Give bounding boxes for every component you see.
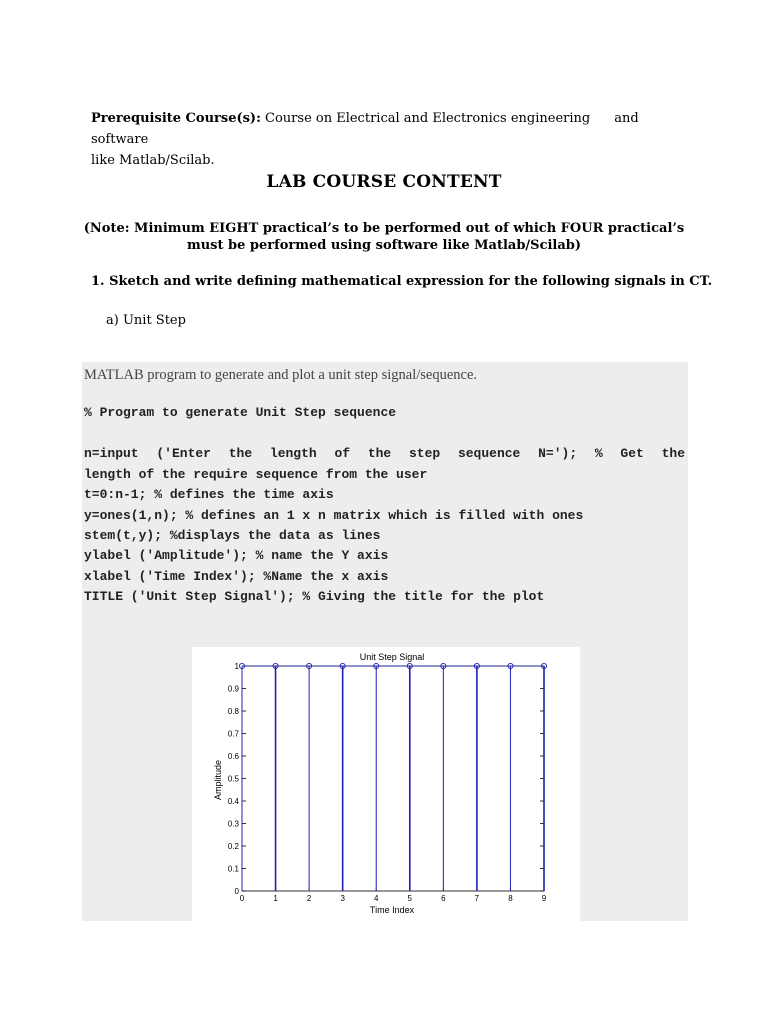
y-tick-label: 0.6 <box>227 752 239 761</box>
prerequisite-paragraph <box>91 108 691 171</box>
y-tick-label: 0.7 <box>227 729 239 739</box>
code-line-7: xlabel ('Time Index'); %Name the x axis <box>84 569 389 584</box>
note-line-2: must be performed using software like Matlab/Scilab) <box>186 238 582 253</box>
x-tick-label: 3 <box>340 894 345 903</box>
plot-ylabel: Amplitude <box>213 759 223 801</box>
y-tick-label: 1 <box>234 662 239 671</box>
x-tick-label: 4 <box>373 894 379 903</box>
code-line-2: length of the require sequence from the user <box>84 467 428 482</box>
exercise-item-1: 1. Sketch and write defining mathematical expression for the following signals in CT. <box>91 274 713 289</box>
x-tick-label: 5 <box>407 894 413 903</box>
y-tick-label: 0.4 <box>227 797 239 806</box>
y-tick-label: 0.5 <box>227 774 239 784</box>
x-tick-label: 8 <box>508 894 513 903</box>
prerequisite-label: Prerequisite Course(s): <box>91 111 261 126</box>
stem-plot-svg <box>192 647 580 921</box>
y-tick-label: 0.9 <box>227 684 239 694</box>
plot-axes-box <box>242 666 544 891</box>
code-line-5: stem(t,y); %displays the data as lines <box>84 528 381 543</box>
code-intro: MATLAB program to generate and plot a unit step signal/sequence. <box>84 367 478 383</box>
code-comment: % Program to generate Unit Step sequence <box>84 405 397 420</box>
prerequisite-text-1: Course on Electrical and Electronics engineering <box>265 111 591 126</box>
y-tick-label: 0.8 <box>227 707 239 716</box>
x-tick-label: 6 <box>441 894 446 903</box>
exercise-subitem-a: a) Unit Step <box>106 313 186 328</box>
x-tick-label: 9 <box>541 894 547 903</box>
x-tick-label: 0 <box>239 894 245 903</box>
y-tick-label: 0.2 <box>227 842 239 851</box>
prerequisite-text-3: like Matlab/Scilab. <box>91 153 215 168</box>
stem-plot-figure <box>192 647 580 921</box>
plot-title: Unit Step Signal <box>359 652 425 662</box>
x-tick-label: 7 <box>474 894 480 903</box>
code-line-3: t=0:n-1; % defines the time axis <box>84 487 334 502</box>
plot-xlabel: Time Index <box>369 905 415 915</box>
x-tick-label: 1 <box>273 894 278 903</box>
y-tick-label: 0.3 <box>227 819 239 829</box>
code-line-6: ylabel ('Amplitude'); % name the Y axis <box>84 548 389 563</box>
note-block <box>80 220 688 254</box>
y-tick-label: 0.1 <box>227 864 239 874</box>
code-line-1: n=input ('Enter the length of the step sequence N='); % Get the <box>84 446 685 461</box>
prerequisite-text-2: and software <box>91 111 639 147</box>
page-heading: LAB COURSE CONTENT <box>266 172 502 192</box>
code-line-4: y=ones(1,n); % defines an 1 x n matrix which is filled with ones <box>84 508 584 523</box>
y-tick-label: 0 <box>234 887 239 896</box>
x-tick-label: 2 <box>306 894 312 903</box>
note-line-1: (Note: Minimum EIGHT practical’s to be performed out of which FOUR practical’s <box>83 221 685 236</box>
code-line-8: TITLE ('Unit Step Signal'); % Giving the title for the plot <box>84 589 545 604</box>
